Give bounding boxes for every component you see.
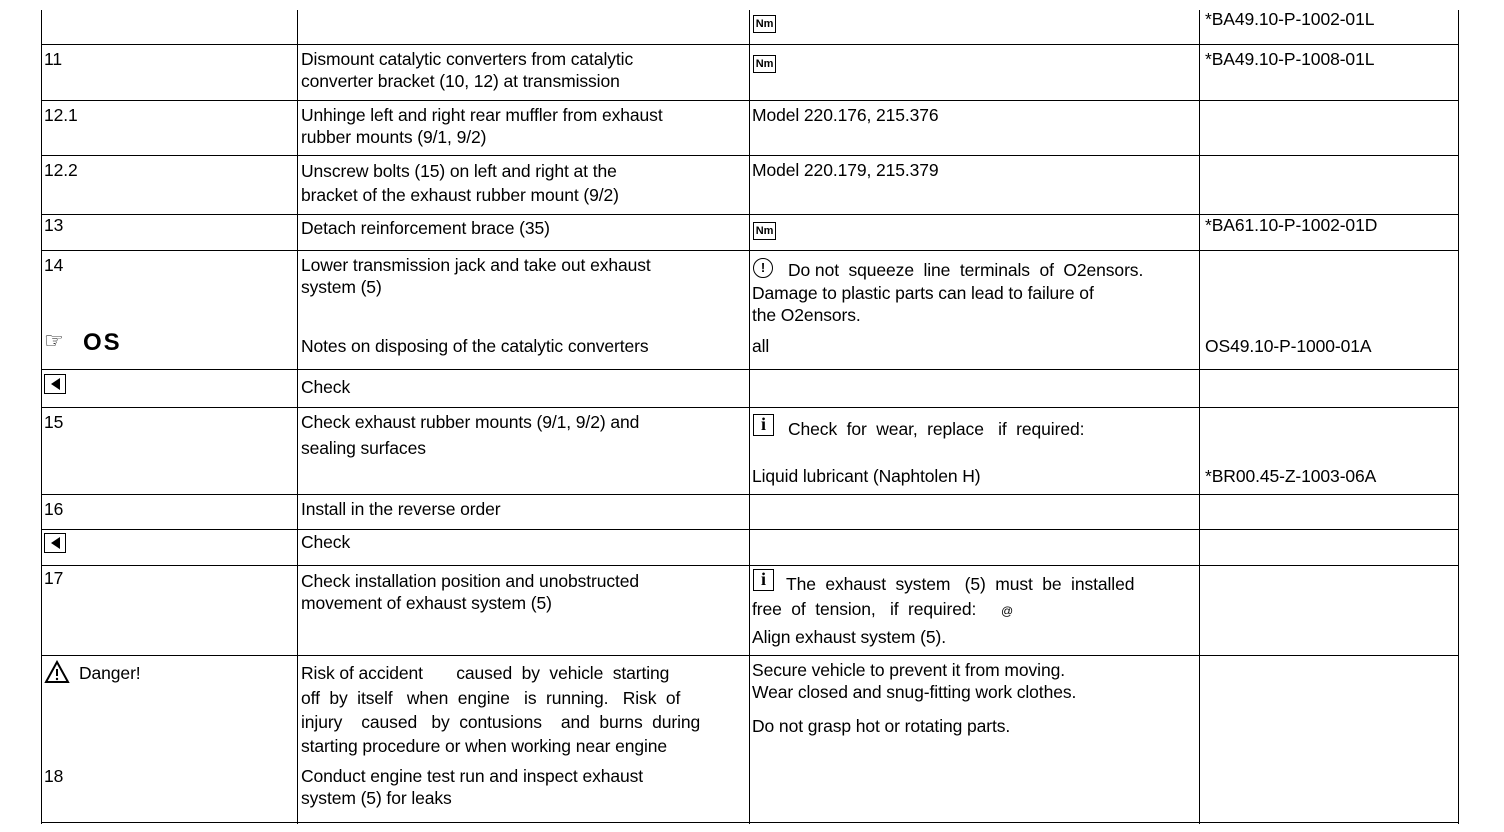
caution-note: the O2ensors.	[752, 305, 861, 325]
step-text: movement of exhaust system (5)	[301, 593, 552, 613]
check-icon	[44, 533, 66, 558]
step-number: 12.2	[44, 160, 78, 180]
document-reference[interactable]: *BA49.10-P-1002-01L	[1205, 9, 1375, 29]
step-text: Check installation position and unobstructed	[301, 571, 640, 591]
torque-icon: Nm	[753, 10, 776, 33]
step-text: rubber mounts (9/1, 9/2)	[301, 127, 487, 147]
step-text: sealing surfaces	[301, 438, 426, 458]
row-divider	[41, 655, 1459, 656]
row-divider	[41, 250, 1459, 251]
step-text: Detach reinforcement brace (35)	[301, 218, 550, 238]
warning-triangle-icon	[44, 660, 70, 689]
step-number: 15	[44, 412, 64, 432]
step-text: Unscrew bolts (15) on left and right at the	[301, 161, 617, 181]
column-divider-3	[1199, 10, 1200, 824]
pointing-hand-icon: ☞	[44, 328, 64, 353]
info-note: Align exhaust system (5).	[752, 627, 946, 647]
step-number: 18	[44, 766, 64, 786]
info-note: free of tension, if required:	[752, 599, 977, 619]
step-text: Install in the reverse order	[301, 499, 501, 519]
step-text: Conduct engine test run and inspect exhaust	[301, 766, 644, 786]
step-text: Check exhaust rubber mounts (9/1, 9/2) and	[301, 412, 640, 432]
check-icon	[44, 374, 66, 399]
safety-note: Secure vehicle to prevent it from moving.	[752, 660, 1065, 680]
document-reference[interactable]: OS49.10-P-1000-01A	[1205, 336, 1372, 356]
row-divider	[41, 155, 1459, 156]
row-divider	[41, 494, 1459, 495]
step-number: 16	[44, 499, 64, 519]
row-divider	[41, 44, 1459, 45]
step-text: bracket of the exhaust rubber mount (9/2)	[301, 185, 619, 205]
torque-icon: Nm	[753, 217, 776, 240]
step-text: system (5)	[301, 277, 382, 297]
info-note: Liquid lubricant (Naphtolen H)	[752, 466, 981, 486]
info-note: Check for wear, replace if required:	[788, 419, 1085, 439]
model-note: Model 220.179, 215.379	[752, 160, 939, 180]
document-reference[interactable]: *BA61.10-P-1002-01D	[1205, 215, 1378, 235]
info-icon: i	[753, 568, 774, 591]
info-icon: i	[753, 413, 774, 436]
see-reference-icon[interactable]: @	[1001, 604, 1014, 618]
step-number: 17	[44, 568, 64, 588]
danger-label: Danger!	[79, 663, 141, 683]
document-reference[interactable]: *BR00.45-Z-1003-06A	[1205, 466, 1377, 486]
table-border-right	[1458, 10, 1459, 824]
danger-text: starting procedure or when working near engine	[301, 736, 668, 756]
step-text: Check	[301, 532, 351, 552]
step-text: Dismount catalytic converters from catalytic	[301, 49, 634, 69]
column-divider-2	[749, 10, 750, 824]
danger-text: Risk of accident caused by vehicle starting	[301, 663, 670, 683]
step-text: system (5) for leaks	[301, 788, 452, 808]
safety-note: Do not grasp hot or rotating parts.	[752, 716, 1011, 736]
torque-icon: Nm	[753, 50, 776, 73]
row-divider	[41, 100, 1459, 101]
os-label: OS	[83, 329, 122, 356]
row-divider	[41, 369, 1459, 370]
os-text: Notes on disposing of the catalytic converters	[301, 336, 649, 356]
step-number: 12.1	[44, 105, 78, 125]
document-reference[interactable]: *BA49.10-P-1008-01L	[1205, 49, 1375, 69]
step-number: 14	[44, 255, 64, 275]
model-note: Model 220.176, 215.376	[752, 105, 939, 125]
row-divider	[41, 407, 1459, 408]
procedure-table	[41, 0, 1459, 824]
safety-note: Wear closed and snug-fitting work clothes.	[752, 682, 1077, 702]
step-number: 13	[44, 215, 64, 235]
step-text: converter bracket (10, 12) at transmission	[301, 71, 620, 91]
step-text: Check	[301, 377, 351, 397]
row-divider	[41, 565, 1459, 566]
caution-note: Damage to plastic parts can lead to failure of	[752, 283, 1094, 303]
table-border-bottom	[41, 822, 1459, 823]
danger-text: off by itself when engine is running. Risk of	[301, 688, 681, 708]
row-divider	[41, 529, 1459, 530]
column-divider-1	[297, 10, 298, 824]
caution-note: Do not squeeze line terminals of O2ensors.	[788, 260, 1144, 280]
info-note: The exhaust system (5) must be installed	[786, 574, 1135, 594]
step-text: Lower transmission jack and take out exhaust	[301, 255, 651, 275]
os-scope: all	[752, 336, 770, 356]
step-number: 11	[44, 49, 62, 69]
caution-icon: !	[753, 255, 773, 278]
step-text: Unhinge left and right rear muffler from exhaust	[301, 105, 663, 125]
danger-text: injury caused by contusions and burns during	[301, 712, 701, 732]
table-border-left	[41, 10, 42, 824]
